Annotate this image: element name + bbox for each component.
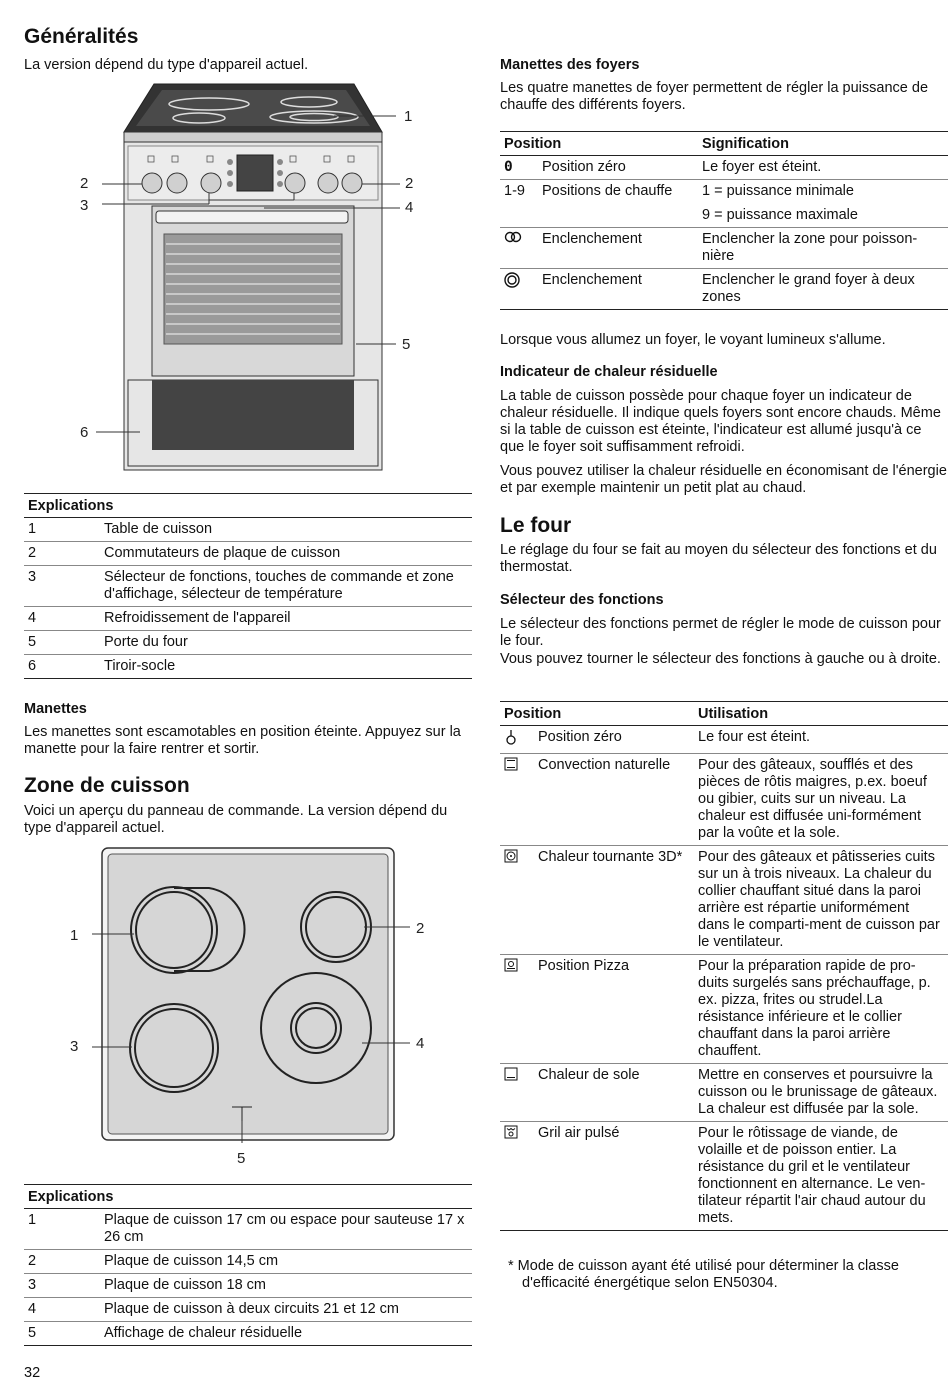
zone-text: Voici un aperçu du panneau de commande. La version dépend du type d'appareil actuel. bbox=[24, 803, 448, 836]
manettes-foyers-text: Les quatre manettes de foyer permettent de régler la puissance de chauffe des différents foyers. bbox=[500, 80, 929, 113]
col-header-signification: Signification bbox=[698, 132, 948, 156]
manettes-text: Les manettes sont escamotables en position éteinte. Appuyez sur la manette pour la faire rentrer et sortir. bbox=[24, 724, 461, 757]
col-header-position: Position bbox=[500, 702, 694, 726]
table-header: Explications bbox=[24, 494, 472, 518]
fig2-label-5: 5 bbox=[237, 1150, 246, 1167]
explications-table-1 bbox=[24, 493, 472, 679]
selecteur-text-1: Le sélecteur des fonctions permet de régler le mode de cuisson pour le four. bbox=[500, 616, 941, 649]
fig2-label-2: 2 bbox=[416, 920, 425, 937]
table-row: 0 Position zéro Le foyer est éteint. bbox=[500, 156, 948, 180]
voyant-text: Lorsque vous allumez un foyer, le voyant lumineux s'allume. bbox=[500, 332, 886, 348]
table-row: Enclenchement Enclencher la zone pour poisson-nière bbox=[500, 228, 948, 269]
indicateur-text-1: La table de cuisson possède pour chaque foyer un indicateur de chaleur résiduelle. Il indique quels foyers sont encore chauds. Même si la table de cuisson est éteinte, l'indicateur est allumé jusqu'à ce que le foyer soit suffisamment refroidi. bbox=[500, 388, 941, 455]
double-ring-icon bbox=[504, 272, 520, 288]
grill-fan-icon bbox=[504, 1125, 518, 1139]
heading-le-four: Le four bbox=[500, 514, 572, 537]
table-row: 3 Plaque de cuisson 18 cm bbox=[24, 1274, 472, 1298]
explications-table-2 bbox=[24, 1184, 472, 1346]
cooker-illustration bbox=[24, 80, 472, 480]
table-row: 4 Plaque de cuisson à deux circuits 21 et 12 cm bbox=[24, 1298, 472, 1322]
hob-diagram bbox=[24, 845, 472, 1175]
table-row: 2 Commutateurs de plaque de cuisson bbox=[24, 542, 472, 566]
heading-manettes: Manettes bbox=[24, 701, 87, 717]
table-row: 6 Tiroir-socle bbox=[24, 655, 472, 679]
fig2-label-1: 1 bbox=[70, 927, 79, 944]
fig1-label-6: 6 bbox=[80, 424, 89, 441]
col-header-position: Position bbox=[500, 132, 698, 156]
table-header: Explications bbox=[24, 1185, 472, 1209]
footnote: * Mode de cuisson ayant été utilisé pour déterminer la classe d'efficacité énergétique selon EN50304. bbox=[508, 1258, 899, 1291]
indicateur-text-2: Vous pouvez utiliser la chaleur résiduelle en économisant de l'énergie et par exemple maintenir un petit plat au chaud. bbox=[500, 463, 947, 496]
table-row: 4 Refroidissement de l'appareil bbox=[24, 607, 472, 631]
selecteur-text-2: Vous pouvez tourner le sélecteur des fonctions à gauche ou à droite. bbox=[500, 651, 941, 667]
page-number: 32 bbox=[24, 1365, 41, 1381]
fig1-label-3: 3 bbox=[80, 197, 89, 214]
oval-zone-icon bbox=[504, 231, 522, 243]
four-text: Le réglage du four se fait au moyen du sélecteur des fonctions et du thermostat. bbox=[500, 542, 937, 575]
position-table-hob bbox=[500, 131, 948, 310]
heading-indicateur: Indicateur de chaleur résiduelle bbox=[500, 364, 718, 380]
fig1-label-2-left: 2 bbox=[80, 175, 89, 192]
bottom-heat-icon bbox=[504, 1067, 518, 1081]
fig1-label-4: 4 bbox=[405, 199, 414, 216]
table-row: Convection naturelle Pour des gâteaux, soufflés et des pièces de rôtis maigres, p.ex. boeuf ou gibier, cuits sur un niveau. La chaleur est diffusée uni-formément par la voûte et la sole. bbox=[500, 754, 948, 846]
table-row: 1 Plaque de cuisson 17 cm ou espace pour sauteuse 17 x 26 cm bbox=[24, 1209, 472, 1250]
fan-3d-icon bbox=[504, 849, 518, 863]
zero-position-icon bbox=[504, 729, 518, 745]
fig1-label-5: 5 bbox=[402, 336, 411, 353]
heading-manettes-foyers: Manettes des foyers bbox=[500, 57, 640, 73]
zero-icon: 0 bbox=[504, 159, 513, 175]
col-header-utilisation: Utilisation bbox=[694, 702, 948, 726]
pizza-icon bbox=[504, 958, 518, 972]
table-row: Chaleur tournante 3D* Pour des gâteaux et pâtisseries cuits sur un à trois niveaux. La chaleur du collier chauffant situé dans la paroi arrière est répartie uniformément dans le comparti-ment de cuisson par le ventilateur. bbox=[500, 846, 948, 955]
table-row: 1-9 Positions de chauffe 1 = puissance minimale 9 = puissance maximale bbox=[500, 180, 948, 228]
table-row: 1 Table de cuisson bbox=[24, 518, 472, 542]
table-row: 2 Plaque de cuisson 14,5 cm bbox=[24, 1250, 472, 1274]
heading-generalites: Généralités bbox=[24, 25, 139, 48]
version-text: La version dépend du type d'appareil actuel. bbox=[24, 57, 309, 73]
heading-selecteur: Sélecteur des fonctions bbox=[500, 592, 664, 608]
table-row: Enclenchement Enclencher le grand foyer à deux zones bbox=[500, 269, 948, 310]
fig2-label-3: 3 bbox=[70, 1038, 79, 1055]
fig2-label-4: 4 bbox=[416, 1035, 425, 1052]
table-row: 5 Porte du four bbox=[24, 631, 472, 655]
fig1-label-1: 1 bbox=[404, 108, 413, 125]
heading-zone-cuisson: Zone de cuisson bbox=[24, 774, 190, 797]
top-bottom-heat-icon bbox=[504, 757, 518, 771]
table-row: Gril air pulsé Pour le rôtissage de viande, de volaille et de poisson entier. La résistance du gril et le ventilateur fonctionnent en alternance. Le ven-tilateur répartit l'air chaud autour du mets. bbox=[500, 1122, 948, 1231]
table-row: 5 Affichage de chaleur résiduelle bbox=[24, 1322, 472, 1346]
table-row: Chaleur de sole Mettre en conserves et poursuivre la cuisson ou le brunissage de gâteaux. La chaleur est diffusée par la sole. bbox=[500, 1064, 948, 1122]
position-table-oven bbox=[500, 701, 948, 1231]
table-row: 3 Sélecteur de fonctions, touches de commande et zone d'affichage, sélecteur de température bbox=[24, 566, 472, 607]
fig1-label-2-right: 2 bbox=[405, 175, 414, 192]
table-row: Position zéro Le four est éteint. bbox=[500, 726, 948, 754]
table-row: Position Pizza Pour la préparation rapide de pro-duits surgelés sans préchauffage, p. ex. pizza, frites ou strudel.La résistance inférieure et le collier chauffant dans la paroi arrière chauffent. bbox=[500, 955, 948, 1064]
